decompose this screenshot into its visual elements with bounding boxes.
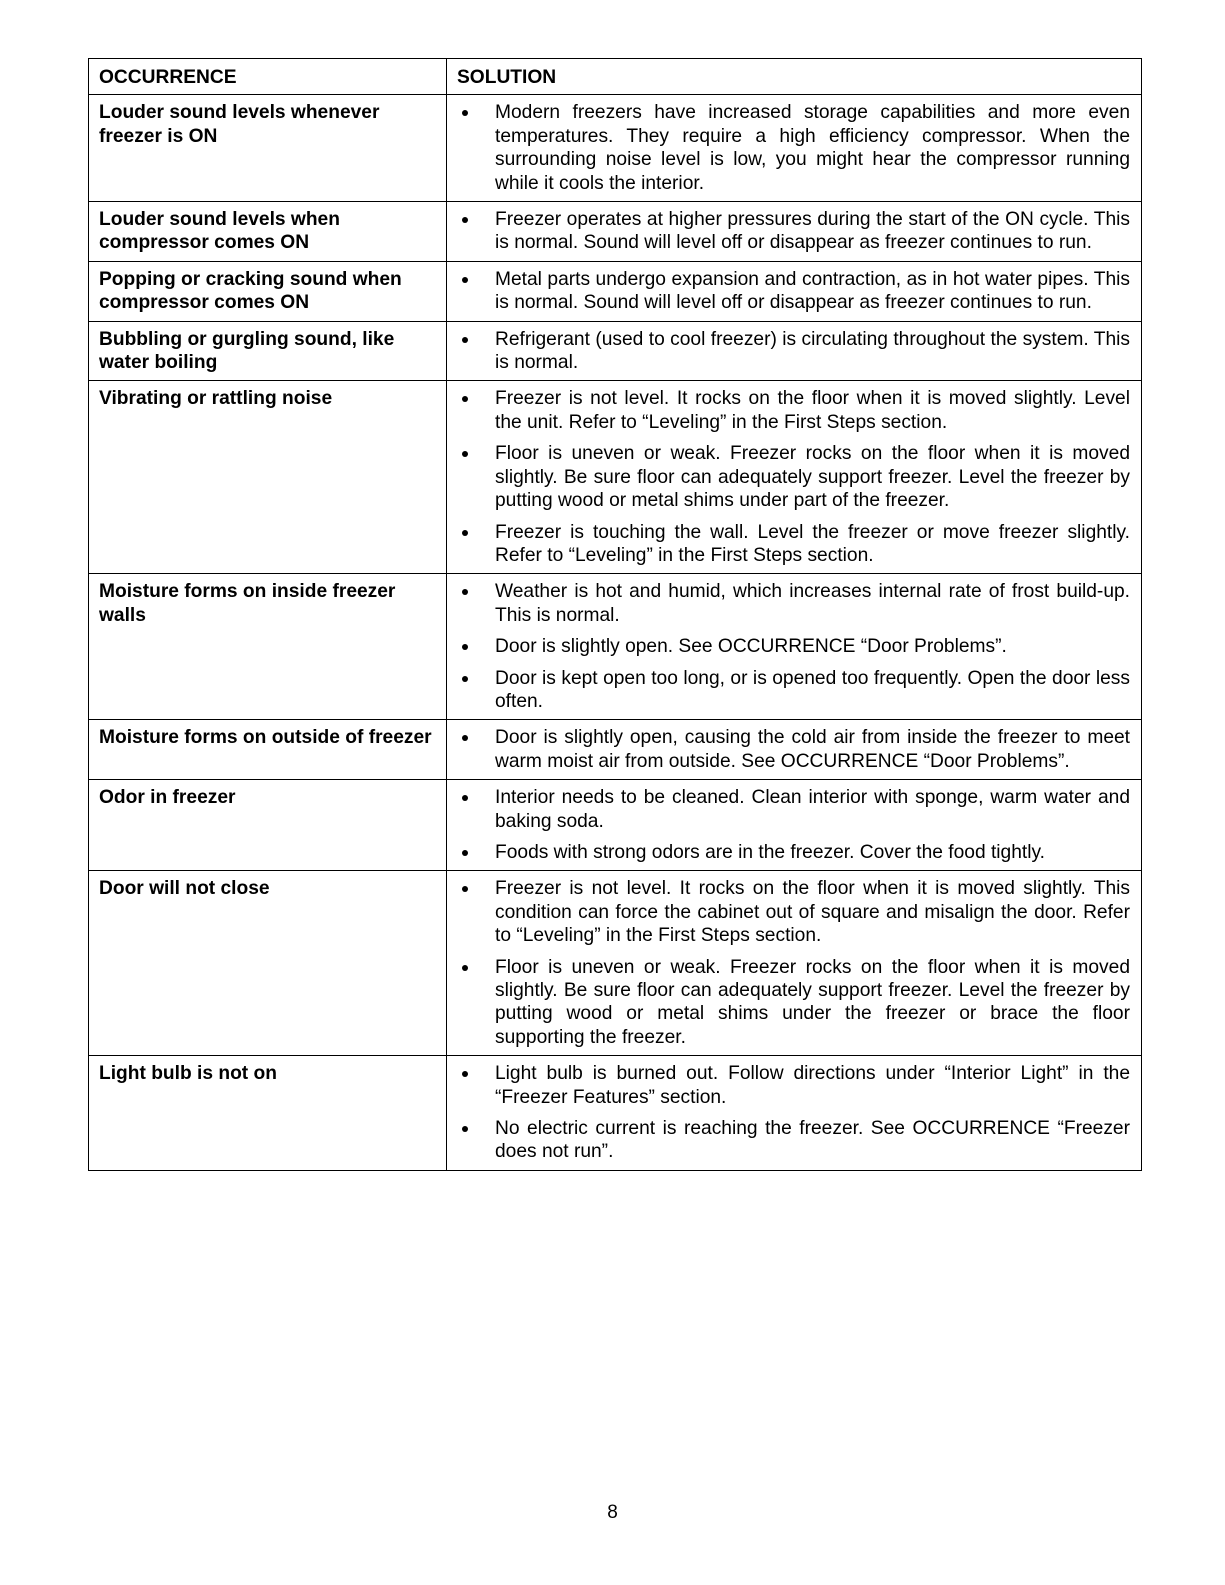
table-row bbox=[89, 321, 1142, 381]
table-row bbox=[89, 202, 1142, 262]
occurrence-cell: Moisture forms on inside freezer walls bbox=[89, 574, 447, 720]
occurrence-cell: Popping or cracking sound when compressor comes ON bbox=[89, 261, 447, 321]
solution-list bbox=[457, 877, 1130, 1049]
occurrence-header: OCCURRENCE bbox=[89, 59, 447, 95]
solution-text: Refrigerant (used to cool freezer) is circulating throughout the system. This is normal. bbox=[495, 328, 1130, 374]
solution-text: Foods with strong odors are in the freezer. Cover the food tightly. bbox=[495, 841, 1045, 863]
solution-text: Door is slightly open. See OCCURRENCE “Door Problems”. bbox=[495, 636, 1007, 658]
table-body bbox=[89, 95, 1142, 1170]
solution-header: SOLUTION bbox=[447, 59, 1142, 95]
solution-item bbox=[457, 877, 1130, 947]
solution-item bbox=[457, 635, 1130, 658]
solution-list bbox=[457, 726, 1130, 773]
solution-text: Floor is uneven or weak. Freezer rocks on the floor when it is moved slightly. Be sure floor can adequately support freezer. Level the freezer by putting wood or metal shims under part of the freezer. bbox=[495, 443, 1130, 512]
solution-cell bbox=[447, 720, 1142, 780]
solution-text: Freezer is not level. It rocks on the floor when it is moved slightly. Level the unit. Refer to “Leveling” in the First Steps section. bbox=[495, 388, 1130, 433]
solution-list bbox=[457, 268, 1130, 315]
occurrence-cell: Light bulb is not on bbox=[89, 1056, 447, 1171]
solution-item bbox=[457, 667, 1130, 714]
solution-list bbox=[457, 1062, 1130, 1164]
table-header-row bbox=[89, 59, 1142, 95]
solution-text: Weather is hot and humid, which increases internal rate of frost build-up. This is normal. bbox=[495, 581, 1130, 626]
solution-item bbox=[457, 521, 1130, 568]
bullet-icon bbox=[462, 644, 468, 650]
troubleshooting-sheet bbox=[88, 58, 1141, 1171]
bullet-icon bbox=[462, 676, 468, 682]
solution-cell bbox=[447, 871, 1142, 1056]
table-row bbox=[89, 381, 1142, 574]
table-row bbox=[89, 261, 1142, 321]
occurrence-cell: Bubbling or gurgling sound, like water boiling bbox=[89, 321, 447, 381]
page-number: 8 bbox=[607, 1502, 618, 1523]
solution-cell bbox=[447, 95, 1142, 202]
table-row bbox=[89, 95, 1142, 202]
solution-list bbox=[457, 580, 1130, 713]
solution-item bbox=[457, 208, 1130, 255]
solution-item bbox=[457, 841, 1130, 864]
occurrence-cell: Door will not close bbox=[89, 871, 447, 1056]
bullet-icon bbox=[462, 217, 468, 223]
troubleshooting-table bbox=[88, 58, 1142, 1171]
solution-cell bbox=[447, 780, 1142, 871]
bullet-icon bbox=[462, 396, 468, 402]
table-row bbox=[89, 720, 1142, 780]
solution-list bbox=[457, 387, 1130, 567]
bullet-icon bbox=[462, 886, 468, 892]
solution-list bbox=[457, 328, 1130, 375]
solution-cell bbox=[447, 261, 1142, 321]
bullet-icon bbox=[462, 1126, 468, 1132]
solution-cell bbox=[447, 381, 1142, 574]
occurrence-cell: Odor in freezer bbox=[89, 780, 447, 871]
solution-text: Door is kept open too long, or is opened too frequently. Open the door less often. bbox=[495, 667, 1130, 712]
bullet-icon bbox=[462, 735, 468, 741]
bullet-icon bbox=[462, 850, 468, 856]
solution-item bbox=[457, 387, 1130, 434]
solution-text: Light bulb is burned out. Follow directions under “Interior Light” in the “Freezer Features” section. bbox=[495, 1063, 1130, 1108]
bullet-icon bbox=[462, 337, 468, 343]
solution-item bbox=[457, 956, 1130, 1050]
solution-item bbox=[457, 268, 1130, 315]
solution-item bbox=[457, 442, 1130, 512]
solution-item bbox=[457, 101, 1130, 195]
solution-text: Metal parts undergo expansion and contraction, as in hot water pipes. This is normal. Sound will level off or disappear as freezer continues to run. bbox=[495, 268, 1130, 314]
solution-list bbox=[457, 101, 1130, 195]
solution-item bbox=[457, 726, 1130, 773]
solution-item bbox=[457, 1117, 1130, 1164]
table-row bbox=[89, 871, 1142, 1056]
solution-text: Freezer operates at higher pressures during the start of the ON cycle. This is normal. Sound will level off or disappear as freezer continues to run. bbox=[495, 209, 1130, 254]
bullet-icon bbox=[462, 795, 468, 801]
solution-text: Modern freezers have increased storage capabilities and more even temperatures. They require a high efficiency compressor. When the surrounding noise level is low, you might hear the compressor running while it cools the interior. bbox=[495, 102, 1130, 194]
bullet-icon bbox=[462, 1071, 468, 1077]
solution-text: No electric current is reaching the freezer. See OCCURRENCE “Freezer does not run”. bbox=[495, 1118, 1130, 1163]
bullet-icon bbox=[462, 451, 468, 457]
solution-cell bbox=[447, 202, 1142, 262]
solution-cell bbox=[447, 1056, 1142, 1171]
solution-cell bbox=[447, 574, 1142, 720]
table-row bbox=[89, 780, 1142, 871]
occurrence-cell: Moisture forms on outside of freezer bbox=[89, 720, 447, 780]
solution-item bbox=[457, 1062, 1130, 1109]
bullet-icon bbox=[462, 110, 468, 116]
solution-item bbox=[457, 580, 1130, 627]
occurrence-cell: Louder sound levels whenever freezer is ON bbox=[89, 95, 447, 202]
solution-text: Door is slightly open, causing the cold air from inside the freezer to meet warm moist air from outside. See OCCURRENCE “Door Problems”. bbox=[495, 727, 1130, 772]
occurrence-cell: Vibrating or rattling noise bbox=[89, 381, 447, 574]
occurrence-cell: Louder sound levels when compressor comes ON bbox=[89, 202, 447, 262]
bullet-icon bbox=[462, 277, 468, 283]
table-row bbox=[89, 1056, 1142, 1171]
table-row bbox=[89, 574, 1142, 720]
solution-list bbox=[457, 786, 1130, 864]
bullet-icon bbox=[462, 530, 468, 536]
bullet-icon bbox=[462, 965, 468, 971]
bullet-icon bbox=[462, 589, 468, 595]
solution-list bbox=[457, 208, 1130, 255]
solution-text: Floor is uneven or weak. Freezer rocks on the floor when it is moved slightly. Be sure floor can adequately support freezer. Level the freezer by putting wood or metal shims under the freezer or brace the floor supporting the freezer. bbox=[495, 956, 1130, 1048]
solution-item bbox=[457, 328, 1130, 375]
solution-cell bbox=[447, 321, 1142, 381]
solution-text: Freezer is not level. It rocks on the floor when it is moved slightly. This condition can force the cabinet out of square and misalign the door. Refer to “Leveling” in the First Steps section. bbox=[495, 878, 1130, 947]
solution-item bbox=[457, 786, 1130, 833]
solution-text: Interior needs to be cleaned. Clean interior with sponge, warm water and baking soda. bbox=[495, 787, 1130, 832]
solution-text: Freezer is touching the wall. Level the freezer or move freezer slightly. Refer to “Leveling” in the First Steps section. bbox=[495, 521, 1130, 566]
